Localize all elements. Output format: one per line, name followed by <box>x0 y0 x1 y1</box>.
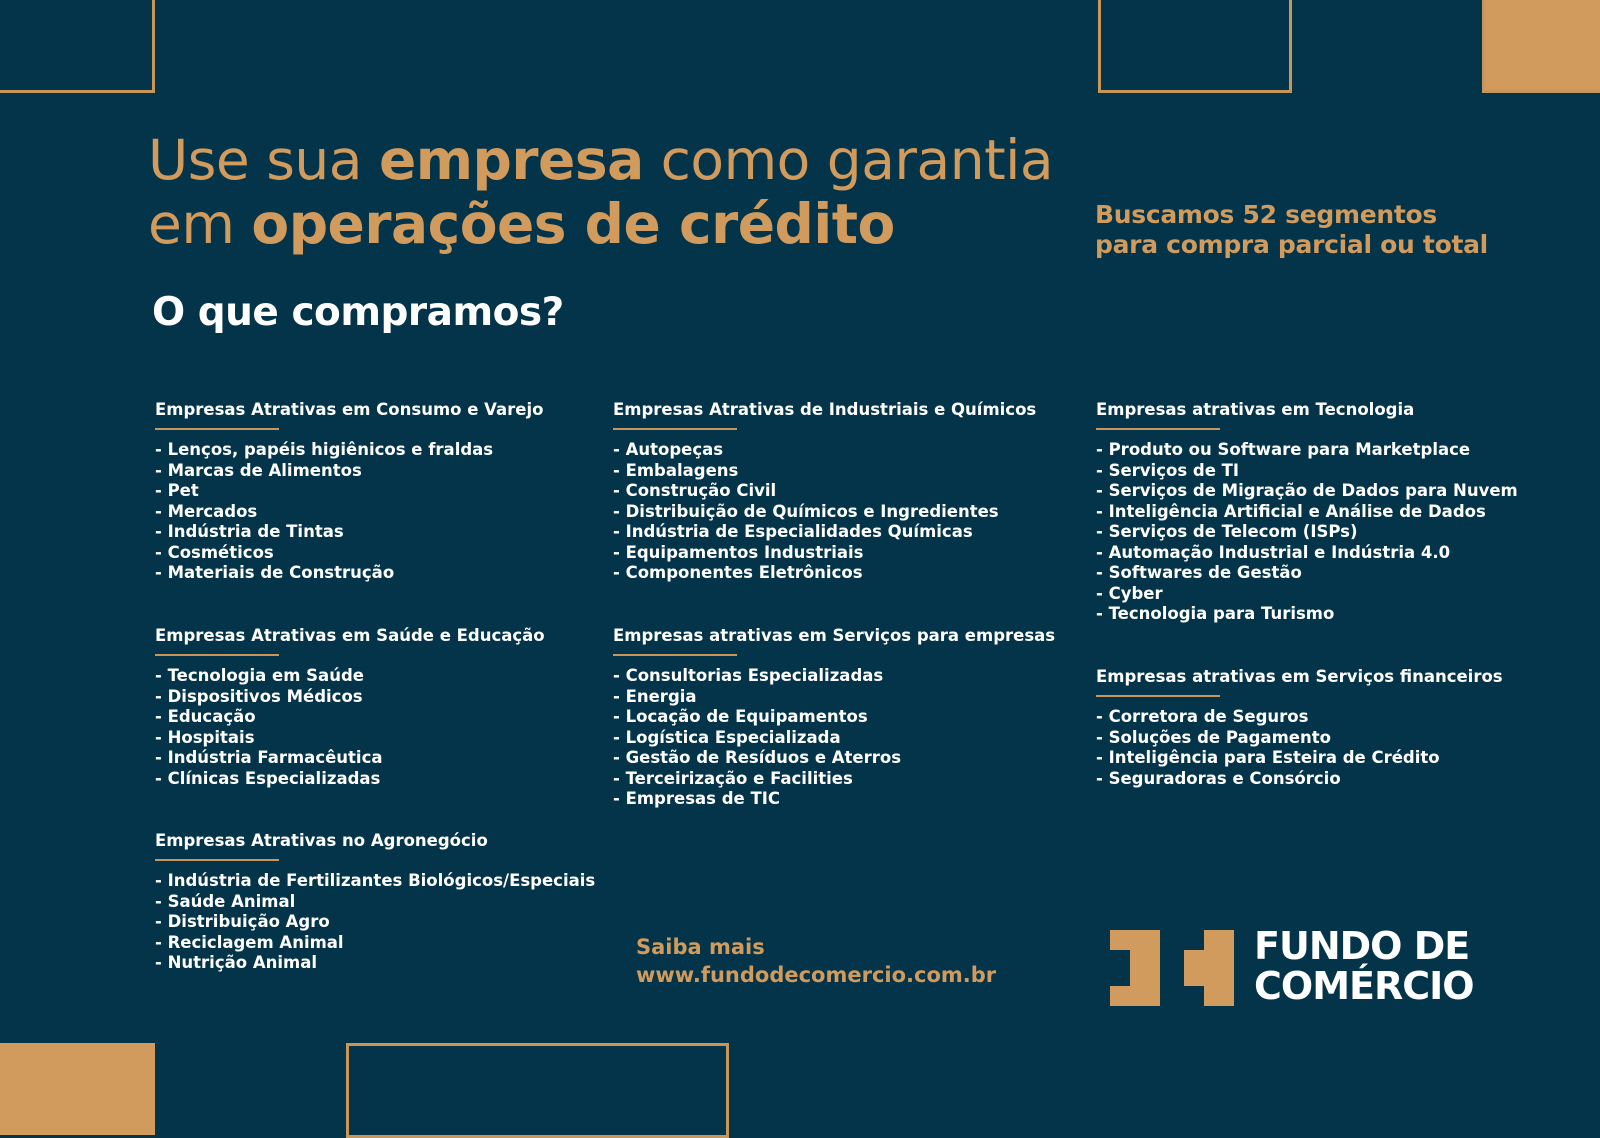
website-link[interactable]: www.fundodecomercio.com.br <box>636 963 997 987</box>
brand-line-1: FUNDO DE <box>1254 924 1470 968</box>
corner-frame-top-left <box>0 0 155 93</box>
headline-segment: empresa <box>378 128 644 192</box>
category-tecnologia <box>1096 398 1518 625</box>
tagline <box>1095 200 1488 260</box>
category-servicos-financeiros <box>1096 665 1503 789</box>
category-item: - Equipamentos Industriais <box>613 543 1036 564</box>
category-item: - Dispositivos Médicos <box>155 687 545 708</box>
category-underline <box>155 428 279 430</box>
category-item: - Indústria de Tintas <box>155 522 543 543</box>
headline-line-1 <box>148 128 1053 192</box>
category-item: - Indústria de Fertilizantes Biológicos/Especiais <box>155 871 595 892</box>
section-question: O que compramos? <box>152 290 564 335</box>
category-item: - Construção Civil <box>613 481 1036 502</box>
category-item: - Serviços de TI <box>1096 461 1518 482</box>
category-item: - Cyber <box>1096 584 1518 605</box>
category-item: - Autopeças <box>613 440 1036 461</box>
category-underline <box>1096 428 1220 430</box>
filled-block-bottom-left <box>0 1043 155 1135</box>
category-title: Empresas atrativas em Serviços financeiros <box>1096 667 1503 686</box>
category-underline <box>613 428 737 430</box>
frame-bottom-center <box>346 1043 729 1138</box>
category-item: - Saúde Animal <box>155 892 595 913</box>
category-item: - Automação Industrial e Indústria 4.0 <box>1096 543 1518 564</box>
learn-more-label: Saiba mais <box>636 935 765 959</box>
headline-line-2 <box>148 192 1053 256</box>
category-item: - Lenços, papéis higiênicos e fraldas <box>155 440 543 461</box>
headline-segment: operações de crédito <box>251 192 895 256</box>
category-title: Empresas Atrativas no Agronegócio <box>155 831 488 850</box>
category-item: - Tecnologia para Turismo <box>1096 604 1518 625</box>
category-list <box>1096 707 1503 789</box>
category-item: - Logística Especializada <box>613 728 1055 749</box>
tagline-line-2: para compra parcial ou total <box>1095 230 1488 259</box>
learn-more <box>636 933 996 989</box>
category-item: - Serviços de Migração de Dados para Nuvem <box>1096 481 1518 502</box>
category-item: - Indústria Farmacêutica <box>155 748 545 769</box>
category-underline <box>155 654 279 656</box>
category-item: - Terceirização e Facilities <box>613 769 1055 790</box>
category-item: - Distribuição Agro <box>155 912 595 933</box>
category-item: - Reciclagem Animal <box>155 933 595 954</box>
category-item: - Empresas de TIC <box>613 789 1055 810</box>
category-item: - Locação de Equipamentos <box>613 707 1055 728</box>
category-item: - Produto ou Software para Marketplace <box>1096 440 1518 461</box>
category-agronegocio <box>155 829 595 974</box>
category-list <box>613 440 1036 584</box>
category-item: - Inteligência Artificial e Análise de Dados <box>1096 502 1518 523</box>
headline-segment: Use sua <box>148 128 379 192</box>
headline-segment: em <box>148 192 252 256</box>
category-item: - Energia <box>613 687 1055 708</box>
category-title: Empresas Atrativas de Industriais e Químicos <box>613 400 1037 419</box>
category-saude-educacao <box>155 624 545 789</box>
category-item: - Tecnologia em Saúde <box>155 666 545 687</box>
headline-segment: como garantia <box>643 128 1054 192</box>
category-item: - Mercados <box>155 502 543 523</box>
category-item: - Corretora de Seguros <box>1096 707 1503 728</box>
category-servicos-empresas <box>613 624 1055 810</box>
category-item: - Seguradoras e Consórcio <box>1096 769 1503 790</box>
category-consumo-varejo <box>155 398 543 584</box>
category-item: - Clínicas Especializadas <box>155 769 545 790</box>
category-item: - Gestão de Resíduos e Aterros <box>613 748 1055 769</box>
filled-block-top-right <box>1482 0 1600 93</box>
category-item: - Materiais de Construção <box>155 563 543 584</box>
category-underline <box>155 859 279 861</box>
category-item: - Pet <box>155 481 543 502</box>
category-underline <box>1096 695 1220 697</box>
category-industriais-quimicos <box>613 398 1036 584</box>
category-item: - Marcas de Alimentos <box>155 461 543 482</box>
category-item: - Cosméticos <box>155 543 543 564</box>
category-item: - Embalagens <box>613 461 1036 482</box>
category-title: Empresas atrativas em Serviços para empresas <box>613 626 1056 645</box>
category-item: - Nutrição Animal <box>155 953 595 974</box>
fundo-de-comercio-logo-icon <box>1110 930 1234 1006</box>
category-list <box>155 666 545 789</box>
category-item: - Hospitais <box>155 728 545 749</box>
category-item: - Consultorias Especializadas <box>613 666 1055 687</box>
brand-wordmark <box>1254 926 1474 1006</box>
tagline-line-1: Buscamos 52 segmentos <box>1095 200 1437 229</box>
headline <box>148 128 1053 256</box>
frame-top-center <box>1098 0 1292 93</box>
category-title: Empresas atrativas em Tecnologia <box>1096 400 1415 419</box>
category-item: - Distribuição de Químicos e Ingredientes <box>613 502 1036 523</box>
category-title: Empresas Atrativas em Consumo e Varejo <box>155 400 544 419</box>
category-item: - Indústria de Especialidades Químicas <box>613 522 1036 543</box>
brand-line-2: COMÉRCIO <box>1254 964 1474 1008</box>
category-item: - Serviços de Telecom (ISPs) <box>1096 522 1518 543</box>
category-item: - Inteligência para Esteira de Crédito <box>1096 748 1503 769</box>
category-item: - Componentes Eletrônicos <box>613 563 1036 584</box>
category-list <box>1096 440 1518 625</box>
category-item: - Soluções de Pagamento <box>1096 728 1503 749</box>
category-list <box>613 666 1055 810</box>
category-item: - Educação <box>155 707 545 728</box>
category-underline <box>613 654 737 656</box>
category-item: - Softwares de Gestão <box>1096 563 1518 584</box>
category-title: Empresas Atrativas em Saúde e Educação <box>155 626 545 645</box>
category-list <box>155 871 595 974</box>
category-list <box>155 440 543 584</box>
